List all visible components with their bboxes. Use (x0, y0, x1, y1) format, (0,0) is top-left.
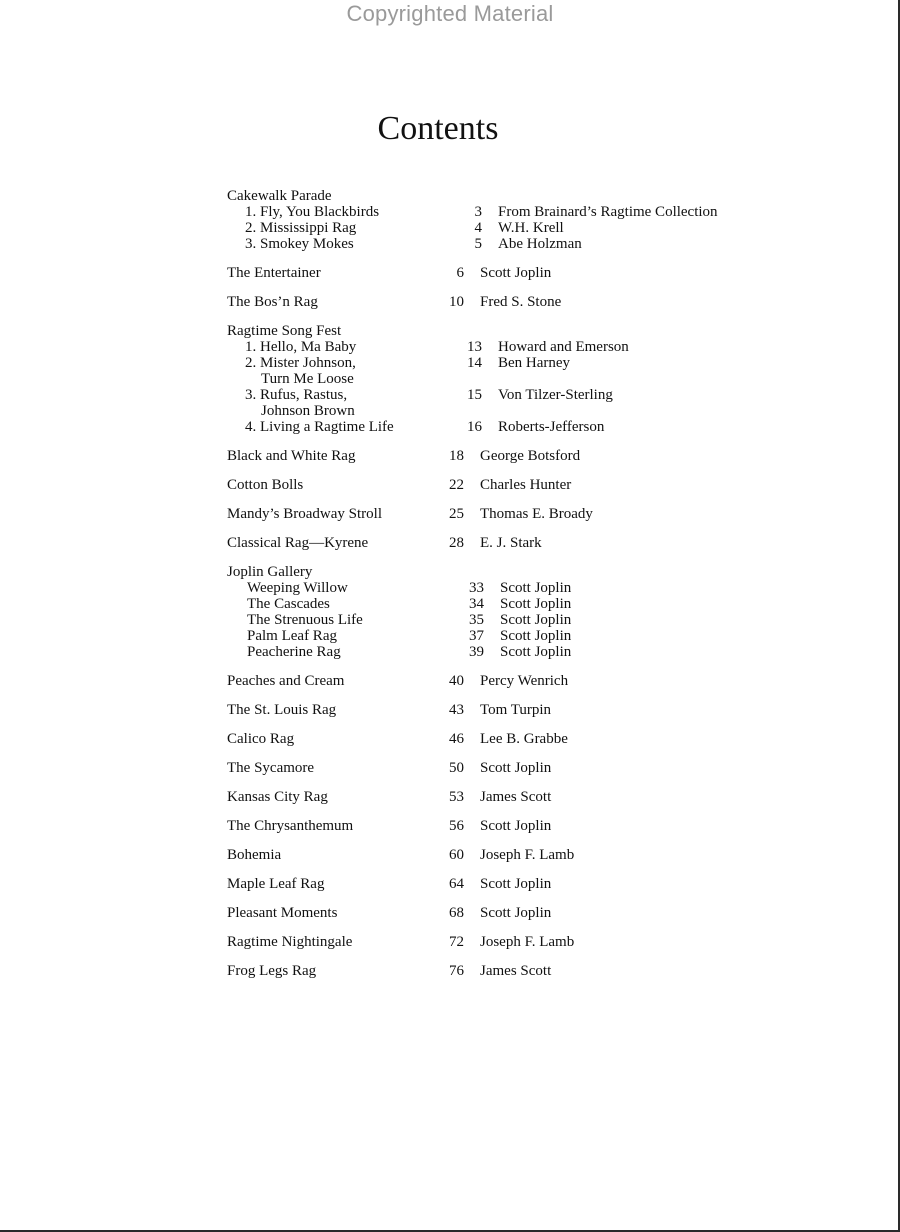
toc-title: Ragtime Song Fest (227, 323, 342, 339)
toc-composer: James Scott (480, 789, 552, 805)
toc-composer: Scott Joplin (500, 596, 572, 612)
toc-composer: Scott Joplin (480, 905, 552, 921)
toc-composer: Scott Joplin (500, 628, 572, 644)
toc-title: 3. Smokey Mokes (245, 236, 354, 252)
toc-composer: Scott Joplin (480, 760, 552, 776)
toc-page-number: 72 (449, 934, 464, 950)
toc-row (227, 387, 747, 403)
toc-row (227, 419, 747, 435)
toc-title: Maple Leaf Rag (227, 876, 325, 892)
toc-composer: Lee B. Grabbe (480, 731, 568, 747)
toc-entry (227, 905, 747, 921)
toc-title: Cotton Bolls (227, 477, 304, 493)
toc-composer: Fred S. Stone (480, 294, 562, 310)
toc-title: Peaches and Cream (227, 673, 345, 689)
table-of-contents (227, 188, 747, 992)
toc-entry (227, 731, 747, 747)
toc-title: Bohemia (227, 847, 282, 863)
toc-page-number: 18 (449, 448, 464, 464)
toc-page-number: 35 (469, 612, 484, 628)
toc-entry (227, 265, 747, 281)
toc-composer: Joseph F. Lamb (480, 847, 575, 863)
toc-entry (227, 702, 747, 718)
toc-composer: From Brainard’s Ragtime Collection (498, 204, 718, 220)
toc-row (227, 905, 747, 921)
toc-page-number: 37 (469, 628, 484, 644)
toc-row (227, 789, 747, 805)
toc-composer: Scott Joplin (480, 818, 552, 834)
toc-title: Black and White Rag (227, 448, 356, 464)
toc-composer: James Scott (480, 963, 552, 979)
toc-page-number: 50 (449, 760, 464, 776)
toc-composer: Scott Joplin (500, 580, 572, 596)
toc-row (227, 448, 747, 464)
toc-title: 3. Rufus, Rastus, (245, 387, 348, 403)
toc-page-number: 33 (469, 580, 484, 596)
toc-title: Peacherine Rag (247, 644, 341, 660)
toc-title: The Sycamore (227, 760, 315, 776)
toc-entry (227, 448, 747, 464)
toc-title: Calico Rag (227, 731, 295, 747)
toc-title: The Strenuous Life (247, 612, 363, 628)
toc-row (227, 673, 747, 689)
toc-entry (227, 789, 747, 805)
toc-row (227, 580, 747, 596)
toc-row (227, 506, 747, 522)
toc-composer: Scott Joplin (480, 265, 552, 281)
toc-page-number: 46 (449, 731, 464, 747)
toc-title: 4. Living a Ragtime Life (245, 419, 394, 435)
toc-title: Cakewalk Parade (227, 188, 332, 204)
toc-title: Mandy’s Broadway Stroll (227, 506, 382, 522)
toc-title: 1. Fly, You Blackbirds (245, 204, 380, 220)
toc-page-number: 13 (467, 339, 482, 355)
toc-page-number: 64 (449, 876, 464, 892)
toc-title: Weeping Willow (247, 580, 348, 596)
toc-composer: Abe Holzman (498, 236, 582, 252)
toc-title: The Chrysanthemum (227, 818, 354, 834)
toc-row (227, 477, 747, 493)
toc-row-continuation (227, 371, 747, 387)
toc-page-number: 40 (449, 673, 464, 689)
toc-title: Classical Rag—Kyrene (227, 535, 369, 551)
toc-composer: Joseph F. Lamb (480, 934, 575, 950)
toc-page-number: 68 (449, 905, 464, 921)
toc-page-number: 34 (469, 596, 484, 612)
toc-title: 2. Mississippi Rag (245, 220, 357, 236)
toc-composer: George Botsford (480, 448, 581, 464)
toc-group-heading (227, 323, 747, 339)
page-title: Contents (377, 109, 499, 147)
toc-row (227, 963, 747, 979)
toc-page-number: 43 (449, 702, 464, 718)
toc-group (227, 564, 747, 660)
toc-page-number: 76 (449, 963, 464, 979)
toc-entry (227, 876, 747, 892)
toc-row (227, 204, 747, 220)
toc-page-number: 60 (449, 847, 464, 863)
toc-group (227, 188, 747, 252)
toc-group (227, 323, 747, 435)
toc-page-number: 4 (474, 220, 482, 236)
toc-title: Pleasant Moments (227, 905, 338, 921)
toc-title: Kansas City Rag (227, 789, 328, 805)
toc-composer: Von Tilzer-Sterling (498, 387, 613, 403)
toc-entry (227, 506, 747, 522)
toc-title-continuation: Turn Me Loose (261, 371, 354, 387)
copyright-watermark: Copyrighted Material (346, 1, 554, 26)
toc-page-number: 39 (469, 644, 484, 660)
toc-page-number: 16 (467, 419, 482, 435)
toc-row (227, 847, 747, 863)
toc-page-number: 3 (474, 204, 482, 220)
toc-page-number: 6 (456, 265, 464, 281)
toc-page-number: 5 (474, 236, 482, 252)
toc-composer: Howard and Emerson (498, 339, 629, 355)
toc-page-number: 22 (449, 477, 464, 493)
toc-group-heading (227, 188, 747, 204)
toc-page-number: 14 (467, 355, 482, 371)
toc-title: 2. Mister Johnson, (245, 355, 356, 371)
toc-row (227, 236, 747, 252)
toc-entry (227, 477, 747, 493)
toc-row (227, 294, 747, 310)
toc-row (227, 702, 747, 718)
toc-composer: Scott Joplin (500, 612, 572, 628)
toc-composer: W.H. Krell (498, 220, 564, 236)
toc-group-heading (227, 564, 747, 580)
toc-entry (227, 673, 747, 689)
toc-entry (227, 818, 747, 834)
toc-row (227, 818, 747, 834)
toc-row (227, 339, 747, 355)
toc-entry (227, 934, 747, 950)
toc-title: The St. Louis Rag (227, 702, 337, 718)
toc-row (227, 876, 747, 892)
toc-entry (227, 760, 747, 776)
toc-title: The Entertainer (227, 265, 321, 281)
toc-entry (227, 294, 747, 310)
toc-title: The Cascades (247, 596, 330, 612)
toc-row (227, 760, 747, 776)
toc-page-number: 15 (467, 387, 482, 403)
toc-composer: Tom Turpin (480, 702, 552, 718)
toc-composer: Thomas E. Broady (480, 506, 593, 522)
toc-row (227, 355, 747, 371)
toc-page-number: 10 (449, 294, 464, 310)
toc-composer: Charles Hunter (480, 477, 572, 493)
toc-composer: Scott Joplin (480, 876, 552, 892)
toc-page-number: 53 (449, 789, 464, 805)
toc-entry (227, 963, 747, 979)
toc-title: 1. Hello, Ma Baby (245, 339, 357, 355)
toc-row (227, 628, 747, 644)
toc-composer: Roberts-Jefferson (498, 419, 605, 435)
toc-page-number: 56 (449, 818, 464, 834)
toc-page-number: 25 (449, 506, 464, 522)
toc-composer: Scott Joplin (500, 644, 572, 660)
toc-composer: E. J. Stark (480, 535, 542, 551)
toc-title-continuation: Johnson Brown (261, 403, 355, 419)
toc-row (227, 596, 747, 612)
toc-row (227, 934, 747, 950)
toc-title: Ragtime Nightingale (227, 934, 353, 950)
toc-row (227, 731, 747, 747)
toc-title: Joplin Gallery (227, 564, 313, 580)
toc-composer: Ben Harney (498, 355, 571, 371)
toc-title: The Bos’n Rag (227, 294, 318, 310)
toc-page-number: 28 (449, 535, 464, 551)
toc-title: Palm Leaf Rag (247, 628, 337, 644)
toc-row (227, 612, 747, 628)
toc-row (227, 644, 747, 660)
toc-entry (227, 847, 747, 863)
toc-row (227, 265, 747, 281)
toc-row-continuation (227, 403, 747, 419)
toc-title: Frog Legs Rag (227, 963, 317, 979)
toc-row (227, 220, 747, 236)
toc-row (227, 535, 747, 551)
toc-entry (227, 535, 747, 551)
toc-composer: Percy Wenrich (480, 673, 569, 689)
